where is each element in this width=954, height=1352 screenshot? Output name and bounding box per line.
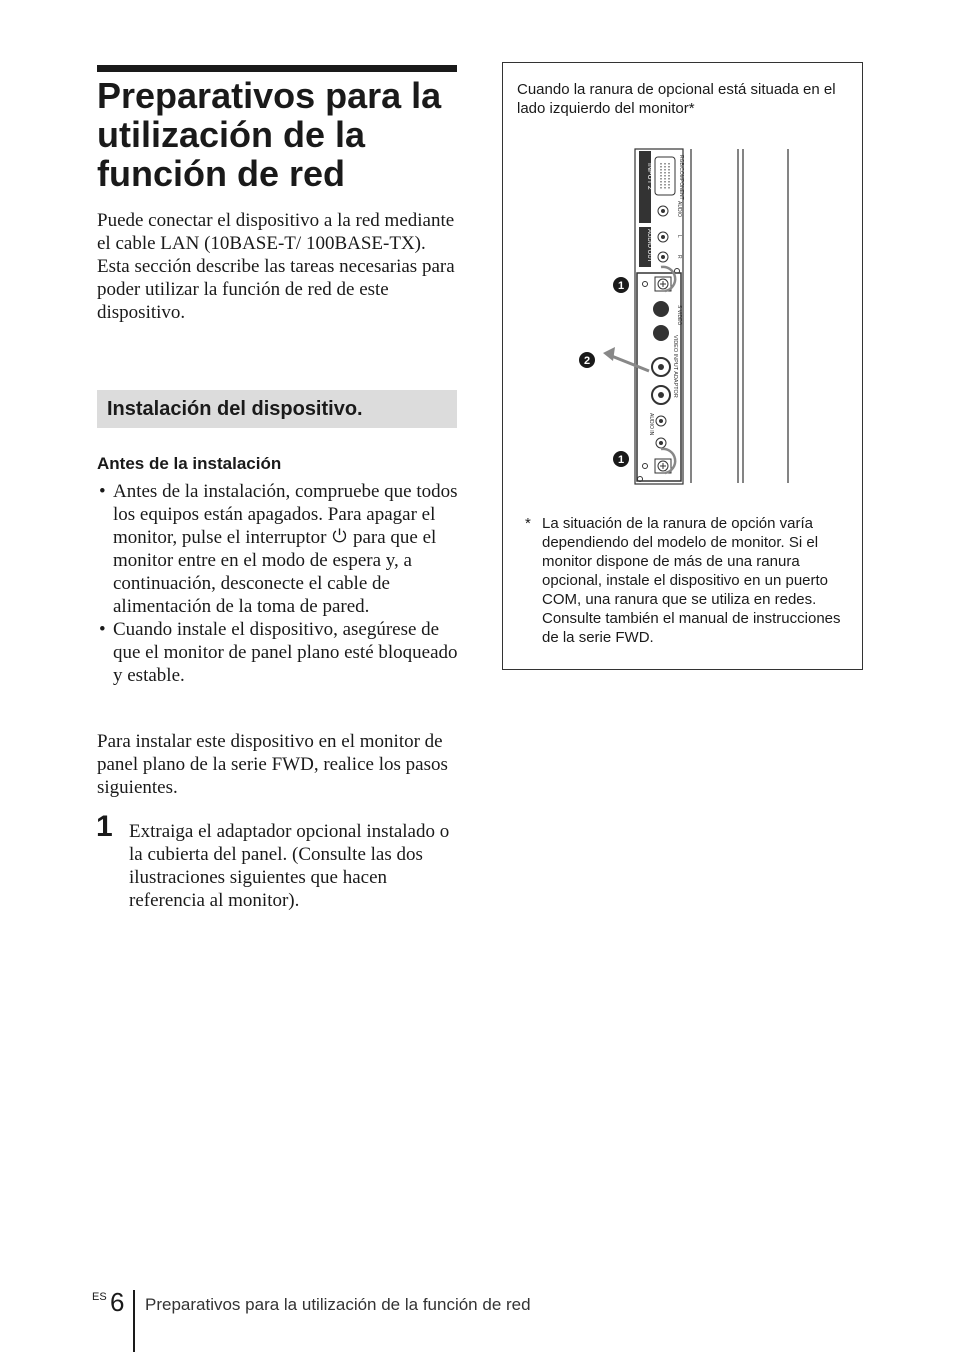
audio-in-label: AUDIO IN [648, 413, 654, 436]
section-heading-bar [97, 390, 457, 428]
footnote-text: La situación de la ranura de opción varía dependiendo del modelo de monitor. Si el monitor dispone de más de una ranura opcional, instale el dispositivo en un puerto COM, una ranura que se utiliza en redes. Consulte también el manual de instrucciones de la serie FWD. [542, 515, 841, 646]
bullet-item [97, 480, 459, 618]
bullet-1-text-a: Antes de la instalación, compruebe que todos los equipos están apagados. Para apagar el monitor, pulse el interruptor [113, 481, 458, 548]
step-number: 1 [96, 810, 113, 843]
bullet-list [97, 480, 459, 687]
subheading: Antes de la instalación [97, 454, 282, 473]
figure-caption: Cuando la ranura de opcional está situada en el lado izquierdo del monitor* [517, 81, 836, 117]
bullet-marker: • [99, 481, 106, 502]
audio-jack-icon [661, 209, 665, 213]
audio-label: AUDIO [676, 201, 682, 217]
bnc-connector-icon [658, 364, 664, 370]
footer-language-code: ES [92, 1291, 107, 1303]
intro-paragraph-2: Esta sección describe las tareas necesarias para poder utilizar la función de red de este dispositivo. [97, 256, 455, 323]
intro-paragraph-1: Puede conectar el dispositivo a la red mediante el cable LAN (10BASE-T/ 100BASE-TX). [97, 210, 455, 254]
section-title: Instalación del dispositivo. [107, 398, 363, 420]
bnc-connector-icon [658, 392, 664, 398]
audio-jack-icon [661, 255, 665, 259]
footer-page-number: 6 [110, 1287, 125, 1317]
bullet-1-text-b: para que el monitor entre en el modo de espera y, a continuación, desconecte el cable de alimentación de la toma de pared. [113, 527, 437, 617]
callout-1-label: 1 [617, 280, 625, 292]
title-rule [97, 65, 457, 72]
s-video-connector-icon [653, 301, 669, 317]
power-icon [331, 527, 348, 544]
figure-box [502, 62, 863, 670]
s-video-label: S VIDEO [676, 305, 682, 326]
page-title: Preparativos para la utilización de la función de red [97, 75, 442, 194]
footnote-marker: * [525, 515, 531, 532]
bullet-2-text: Cuando instale el dispositivo, asegúrese de que el monitor de panel plano esté bloqueado y estable. [113, 619, 458, 686]
monitor-panel-illustration [573, 143, 823, 488]
installation-paragraph: Para instalar este dispositivo en el monitor de panel plano de la serie FWD, realice los pasos siguientes. [97, 731, 448, 798]
figure-footnote [525, 514, 855, 647]
input2-label: INPUT 2 [646, 163, 653, 190]
audio-jack-icon [659, 441, 663, 445]
bullet-marker: • [99, 619, 106, 640]
left-label: L [676, 235, 682, 238]
s-video-connector-icon [653, 325, 669, 341]
video-adaptor-label: VIDEO INPUT ADAPTOR [672, 335, 678, 398]
footer-running-title: Preparativos para la utilización de la función de red [145, 1295, 531, 1314]
right-label: R [676, 255, 682, 259]
audio-out-label: AUDIO OUT [646, 229, 652, 263]
audio-jack-icon [661, 235, 665, 239]
rgb-component-label: RGB/COMPONENT [678, 155, 684, 200]
step-text: Extraiga el adaptador opcional instalado o la cubierta del panel. (Consulte las dos ilustraciones siguientes que hacen referencia al monitor). [129, 821, 450, 911]
pull-arrow-icon [603, 347, 615, 361]
bullet-item [97, 618, 459, 687]
callout-1-label: 1 [617, 454, 625, 466]
intro-text [97, 209, 459, 324]
footer-divider [133, 1290, 135, 1352]
callout-2-label: 2 [583, 355, 591, 367]
audio-jack-icon [659, 419, 663, 423]
